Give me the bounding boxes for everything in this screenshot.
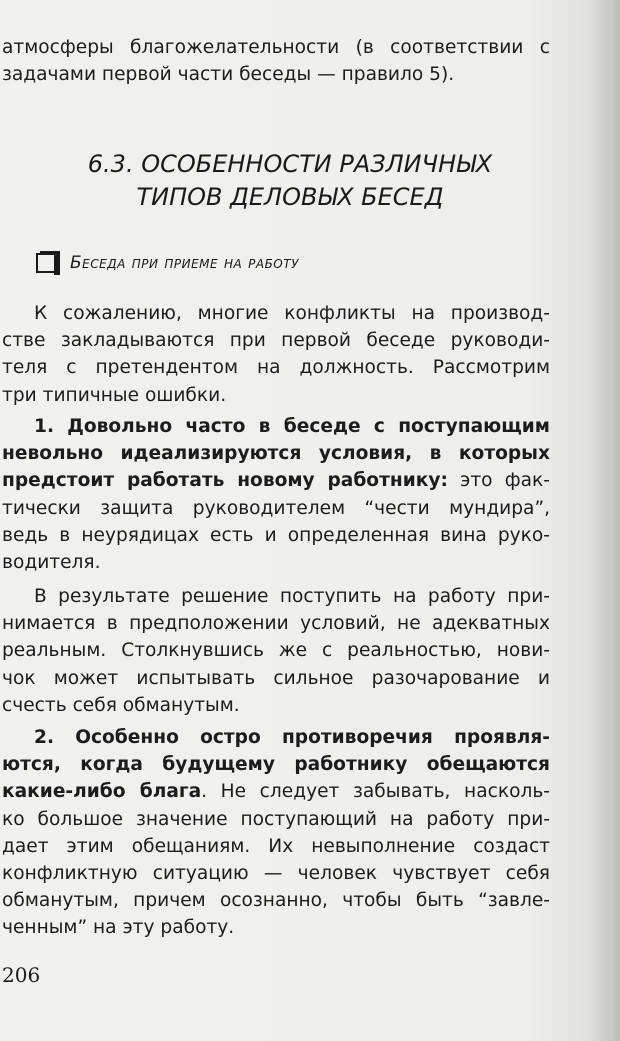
text-line: К сожалению, многие конфликты на производ- <box>34 303 550 324</box>
bold-line: 2. Особенно остро противоречия проявля- <box>34 727 550 748</box>
point-1 <box>2 413 550 576</box>
bold-line: ются, когда будущему работнику обещаются <box>2 754 550 776</box>
subsection-title: Беседа при приеме на работу <box>70 253 299 273</box>
text-line: ведь в неурядицах есть и определенная вина руко- <box>2 524 550 546</box>
text-line: конфликтную ситуацию — человек чувствует себя <box>2 863 550 885</box>
bold-line: 1. Довольно часто в беседе с поступающим <box>34 416 550 437</box>
text-line: ченным” на эту работу. <box>2 917 235 939</box>
section-title-line: ТИПОВ ДЕЛОВЫХ БЕСЕД <box>136 183 444 211</box>
text-line: атмосферы благожелательности (в соответствии с <box>2 37 550 58</box>
bold-lead: какие-либо блага <box>2 781 202 803</box>
text-line: нимается в предположении условий, не адекватных <box>2 613 550 635</box>
text-line: чок может испытывать сильное разочарование и <box>2 667 550 689</box>
text-line: тически защита руководителем “чести мундира”, <box>2 497 550 519</box>
text-line: реальным. Столкнувшись же с реальностью, нови- <box>2 640 550 662</box>
normal-tail: . Не следует забывать, насколь- <box>201 781 550 803</box>
text-line: обманутым, причем осознанно, чтобы быть “завле- <box>2 890 550 912</box>
page-number: 206 <box>2 963 41 987</box>
paragraph-intro <box>2 300 550 409</box>
normal-tail: это фак- <box>447 470 550 492</box>
text-line: ко большое значение поступающий на работу при- <box>2 808 550 830</box>
text-line: дает этим обещаниям. Их невыполнение создаст <box>2 835 550 857</box>
checkbox-square-icon <box>36 253 56 273</box>
text-line: водителя. <box>2 552 101 574</box>
text-line: задачами первой части беседы — правило 5). <box>2 64 455 86</box>
section-title <box>40 148 540 214</box>
section-title-line: 6.3. ОСОБЕННОСТИ РАЗЛИЧНЫХ <box>87 150 493 178</box>
text-line: стве закладываются при первой беседе руководи- <box>2 330 550 352</box>
paragraph-result <box>2 583 550 719</box>
subsection-heading <box>36 253 299 273</box>
top-paragraph <box>2 34 550 88</box>
text-line: три типичные ошибки. <box>2 384 227 406</box>
point-2 <box>2 724 550 942</box>
text-line: теля с претендентом на должность. Рассмотрим <box>2 357 550 379</box>
text-line: В результате решение поступить на работу при- <box>34 586 550 607</box>
page-edge-shadow <box>594 0 620 1041</box>
bold-line: невольно идеализируются условия, в которых <box>2 443 550 465</box>
bold-lead: предстоит работать новому работнику: <box>2 470 448 492</box>
mixed-line <box>2 467 550 494</box>
mixed-line <box>2 778 550 805</box>
text-line: счесть себя обманутым. <box>2 694 240 716</box>
